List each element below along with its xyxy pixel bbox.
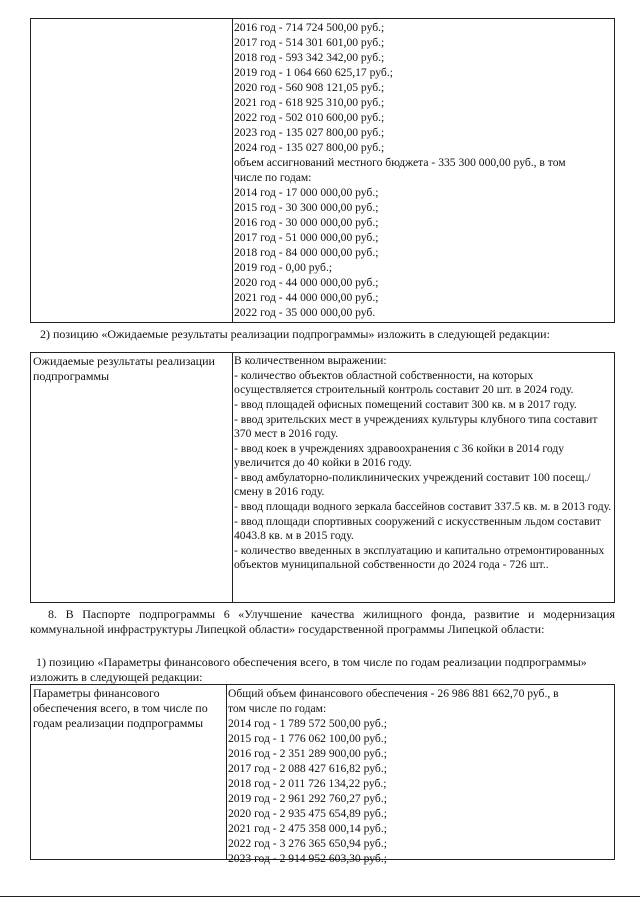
funding-line: 2016 год - 30 000 000,00 руб.;: [234, 216, 379, 229]
funding-line: 2018 год - 593 342 342,00 руб.;: [234, 51, 385, 64]
financing-line: Общий объем финансового обеспечения - 26 986 881 662,70 руб., в: [228, 687, 559, 700]
result-item: - ввод коек в учреждениях здравоохранения с 36 койки в 2014 году увеличится до 40 койки в 2016 году.: [234, 442, 565, 469]
financing-line: том числе по годам:: [228, 702, 327, 715]
result-item: - ввод зрительских мест в учреждениях культуры клубного типа составит 370 мест в 2016 году.: [234, 413, 598, 440]
result-item: В количественном выражении:: [234, 354, 387, 367]
financing-line: 2018 год - 2 011 726 134,22 руб.;: [228, 777, 387, 790]
financing-line: 2014 год - 1 789 572 500,00 руб.;: [228, 717, 387, 730]
instruction-paragraph-2: 2) позицию «Ожидаемые результаты реализации подпрограммы» изложить в следующей редакции:: [40, 327, 550, 341]
funding-line: 2015 год - 30 300 000,00 руб.;: [234, 201, 379, 214]
result-item: - ввод площади водного зеркала бассейнов составит 337.5 кв. м. в 2013 году.: [234, 500, 612, 513]
financing-parameters-values: [227, 685, 614, 865]
funding-table-label-cell: [31, 19, 232, 322]
expected-results-values: [233, 353, 614, 602]
funding-line: 2023 год - 135 027 800,00 руб.;: [234, 126, 385, 139]
expected-results-label: Ожидаемые результаты реализации подпрограммы: [33, 354, 215, 383]
funding-line: 2014 год - 17 000 000,00 руб.;: [234, 186, 379, 199]
expected-results-table: [30, 352, 615, 603]
financing-line: 2020 год - 2 935 475 654,89 руб.;: [228, 807, 387, 820]
page-footer-rule: [0, 896, 640, 897]
funding-line: 2018 год - 84 000 000,00 руб.;: [234, 246, 379, 259]
funding-line: 2024 год - 135 027 800,00 руб.;: [234, 141, 385, 154]
financing-parameters-table: [30, 684, 615, 865]
result-item: - ввод амбулаторно-поликлинических учреждений составит 100 посещ./смену в 2016 году.: [234, 471, 591, 498]
funding-line: 2022 год - 35 000 000,00 руб.: [234, 306, 376, 319]
financing-line: 2022 год - 3 276 365 650,94 руб.;: [228, 837, 387, 850]
funding-table-continued: [30, 18, 615, 323]
funding-line: 2017 год - 514 301 601,00 руб.;: [234, 36, 385, 49]
funding-line: 2017 год - 51 000 000,00 руб.;: [234, 231, 379, 244]
result-item: - ввод площади спортивных сооружений с искусственным льдом составит 4043.8 кв. м в 2015 году.: [234, 515, 601, 542]
result-item: - количество введенных в эксплуатацию и капитально отремонтированных объектов муниципальной собственности до 2024 года - 726 шт..: [234, 544, 605, 571]
funding-table-values-cell: [233, 19, 614, 322]
result-item: - ввод площадей офисных помещений составит 300 кв. м в 2017 году.: [234, 398, 577, 411]
funding-line: 2021 год - 44 000 000,00 руб.;: [234, 291, 379, 304]
funding-line: 2020 год - 560 908 121,05 руб.;: [234, 81, 385, 94]
financing-line: 2017 год - 2 088 427 616,82 руб.;: [228, 762, 387, 775]
funding-line: 2019 год - 1 064 660 625,17 руб.;: [234, 66, 393, 79]
funding-line: 2021 год - 618 925 310,00 руб.;: [234, 96, 385, 109]
instruction-paragraph-1: 1) позицию «Параметры финансового обеспечения всего, в том числе по годам реализации подпрограммы» изложить в следующей редакции:: [30, 655, 587, 684]
result-item: - количество объектов областной собственности, на которых осуществляется строительный контроль составит 20 шт. в 2024 году.: [234, 369, 574, 396]
section-8-paragraph: 8. В Паспорте подпрограммы 6 «Улучшение качества жилищного фонда, развитие и модернизация коммунальной инфраструктуры Липецкой области» государственной программы Липецкой области:: [30, 607, 615, 636]
funding-line: 2016 год - 714 724 500,00 руб.;: [234, 21, 385, 34]
funding-line: объем ассигнований местного бюджета - 335 300 000,00 руб., в том: [234, 156, 566, 169]
financing-parameters-label: Параметры финансового обеспечения всего, в том числе по годам реализации подпрограммы: [33, 686, 208, 730]
funding-line: числе по годам:: [234, 171, 312, 184]
funding-line: 2022 год - 502 010 600,00 руб.;: [234, 111, 385, 124]
financing-line: 2016 год - 2 351 289 900,00 руб.;: [228, 747, 387, 760]
financing-line: 2019 год - 2 961 292 760,27 руб.;: [228, 792, 387, 805]
financing-line: 2015 год - 1 776 062 100,00 руб.;: [228, 732, 387, 745]
funding-line: 2020 год - 44 000 000,00 руб.;: [234, 276, 379, 289]
funding-line: 2019 год - 0,00 руб.;: [234, 261, 333, 274]
financing-line: 2023 год - 2 914 952 603,30 руб.;: [228, 852, 387, 865]
financing-line: 2021 год - 2 475 358 000,14 руб.;: [228, 822, 387, 835]
